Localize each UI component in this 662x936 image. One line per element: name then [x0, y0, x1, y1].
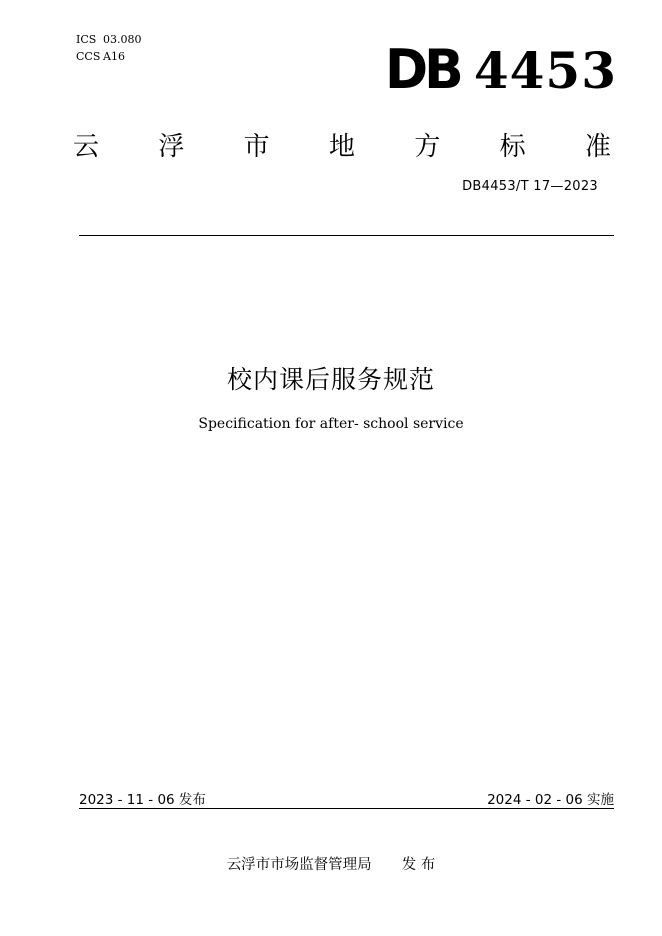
bottom-divider	[79, 808, 614, 809]
ccs-label: CCS	[76, 50, 101, 63]
ics-code-line	[76, 31, 142, 48]
implement-date: 2024 - 02 - 06 实施	[487, 792, 614, 808]
ics-label: ICS	[76, 33, 97, 46]
standard-mark	[385, 38, 617, 102]
db-region-number: 4453	[473, 40, 617, 100]
document-subtitle: Specification for after- school service	[198, 416, 464, 432]
standard-category-title	[73, 126, 611, 163]
title-char: 市	[243, 132, 270, 162]
standard-code: DB4453/T 17—2023	[462, 179, 598, 194]
ccs-code-line	[76, 48, 142, 65]
ics-value: 03.080	[103, 33, 142, 46]
issuer-name: 云浮市市场监督管理局	[226, 857, 372, 873]
title-char: 方	[414, 132, 441, 162]
title-char: 云	[73, 132, 100, 162]
ccs-value: A16	[103, 50, 125, 63]
issuer-action: 发 布	[401, 857, 436, 873]
db-logo: DB	[385, 38, 460, 102]
issuer-line	[0, 853, 662, 874]
title-char: 标	[499, 132, 526, 162]
classification-codes	[76, 31, 142, 65]
title-char: 地	[328, 132, 355, 162]
publish-date: 2023 - 11 - 06 发布	[79, 792, 206, 808]
document-title: 校内课后服务规范	[226, 365, 435, 394]
title-char: 浮	[158, 132, 185, 162]
title-char: 准	[584, 132, 611, 162]
top-divider	[79, 235, 614, 236]
